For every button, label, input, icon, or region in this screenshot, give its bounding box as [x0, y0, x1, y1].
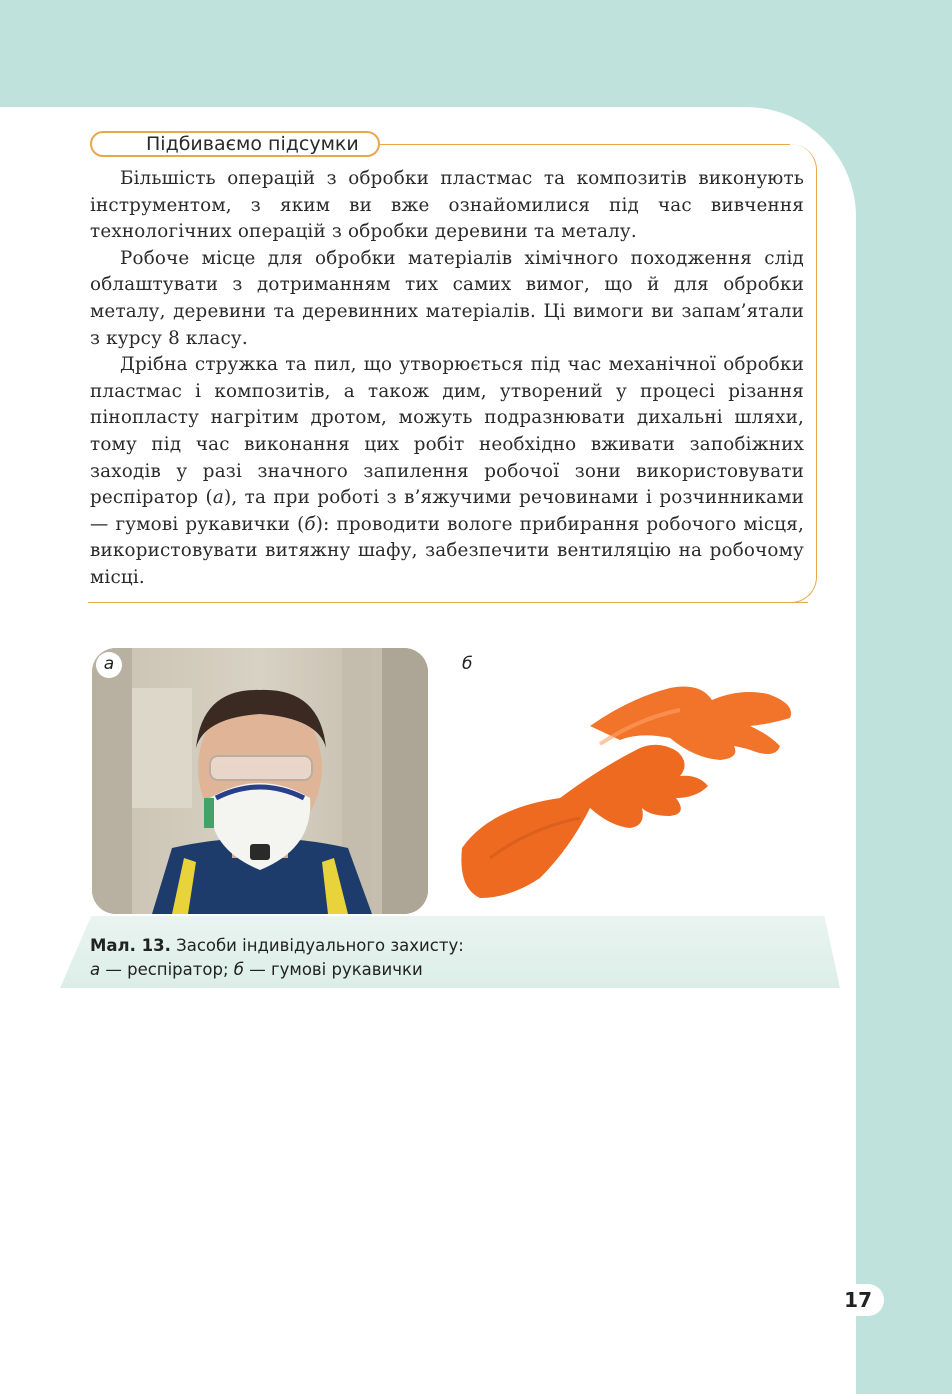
figure-label-b: б — [462, 654, 473, 674]
summary-text — [90, 166, 804, 592]
page-number: 17 — [800, 1284, 884, 1316]
respirator-illustration — [92, 648, 428, 914]
respirator-photo — [92, 648, 428, 914]
summary-frame-top — [380, 144, 790, 145]
gloves-illustration — [450, 648, 800, 918]
figure-caption: Мал. 13. Засоби індивідуального захисту: а — респіратор; б — гумові рукавички — [90, 936, 464, 979]
gloves-photo — [450, 648, 800, 918]
paragraph-2: Робоче місце для обробки матеріалів хімічного походження слід облаштувати з дотриманням тих самих вимог, що й для обробки металу, деревини та деревинних матеріалів. Ці вимоги ви запам’ятали з курсу 8 класу. — [90, 247, 804, 349]
figure-label-a: а — [96, 652, 122, 678]
summary-frame-bottom — [88, 602, 808, 603]
paragraph-1: Більшість операцій з обробки пластмас та композитів виконують інструментом, з яким ви вже ознайомилися під час вивчення технологічних операцій з обробки деревини та металу. — [90, 168, 804, 243]
section-heading: Підбиваємо підсумки — [90, 131, 380, 157]
paragraph-3: Дрібна стружка та пил, що утворюється під час механічної обробки пластмас і композитів, а також дим, утворений у процесі різання пінопласту нагрітим дротом, можуть подразнювати дихальні шляхи, тому під час виконання цих робіт необхідно вживати запобіжних заходів у разі значного запилення робочої зони використовувати респіратор (а), та при роботі з в’яжучими речовинами і розчинниками — гумові рукавички (б): проводити вологе прибирання робочого місця, використовувати витяжну шафу, забезпечити вентиляцію на робочому місці. — [90, 354, 804, 588]
caption-number: Мал. 13. — [90, 936, 171, 955]
